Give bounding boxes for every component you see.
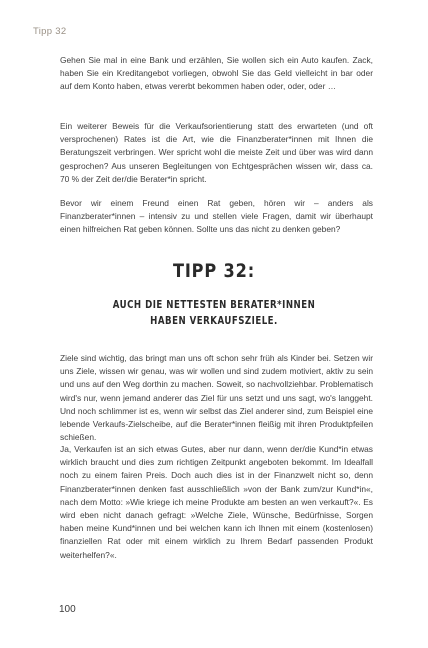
paragraph-ziele: Ziele sind wichtig, das bringt man uns oft schon sehr früh als Kinder bei. Setzen wir uns Ziele, wissen wir genau, was wir wollen und sind zudem motiviert, aktiv zu sein und uns auf den Weg dorthin zu machen. Soweit, so nachvollziehbar. Problematisch wird's nur, wenn jemand anderer das Ziel für uns setzt und uns sagt, wo's langgeht. Und noch schlimmer ist es, wenn wir selbst das Ziel anderer sind, zum Beispiel eine lebende Verkaufs-Zielscheibe, auf die Berater*innen fleißig mit ihren Produktpfeilen schießen. [60, 353, 373, 443]
paragraph-freund-rat: Bevor wir einem Freund einen Rat geben, hören wir – anders als Finanzberater*innen – intensiv zu und stellen viele Fragen, damit wir überhaupt einen hilfreichen Rat geben können. Sollte uns das nicht zu denken geben? [60, 198, 373, 235]
paragraph-verkaufen: Ja, Verkaufen ist an sich etwas Gutes, aber nur dann, wenn der/die Kund*in etwas wirklich braucht und dies zum richtigen Zeitpunkt angeboten bekommt. Im Idealfall noch zu einem fairen Preis. Doch auch dies ist in der Finanzwelt nicht so, denn Finanzberater*innen denken fast ausschließlich »von der Bank zum/zur Kund*in«, nach dem Motto: »Wie kriege ich meine Produkte am besten an wen verkauft?«. Es wird eben nicht danach gefragt: »Welche Ziele, Wünsche, Bedürfnisse, Sorgen haben meine Kund*innen und bei welchen kann ich Ihnen mit einem (kostenlosen) finanziellen Rat oder mit einem wirklich zu Ihrem Bedarf passenden Produkt weiterhelfen?«. [60, 444, 373, 560]
tip-subtitle [39, 297, 390, 329]
running-head: Tipp 32 [33, 26, 67, 37]
tip-subtitle-line-2: HABEN VERKAUFSZIELE. [150, 315, 278, 327]
paragraph-verkaufsorientierung: Ein weiterer Beweis für die Verkaufsorientierung statt des erwarteten (und oft versprochenen) Rates ist die Art, wie die Finanzberater*innen mit Ihnen die Beratungszeit verbringen. Wer spricht wohl die meiste Zeit und über was wird dann gesprochen? Aus unseren Begleitungen von Echtgesprächen wissen wir, dass ca. 70 % der Zeit der/die Berater*in spricht. [60, 121, 373, 184]
tip-title: TIPP 32: [172, 260, 256, 282]
paragraph-bank-kredit: Gehen Sie mal in eine Bank und erzählen, Sie wollen sich ein Auto kaufen. Zack, haben Sie ein Kreditangebot vorliegen, obwohl Sie das Geld vielleicht in bar oder auf dem Konto haben, etwas vererbt bekommen haben oder, oder, oder … [60, 55, 373, 92]
page-number: 100 [59, 604, 76, 615]
tip-subtitle-line-1: AUCH DIE NETTESTEN BERATER*INNEN [112, 299, 316, 311]
